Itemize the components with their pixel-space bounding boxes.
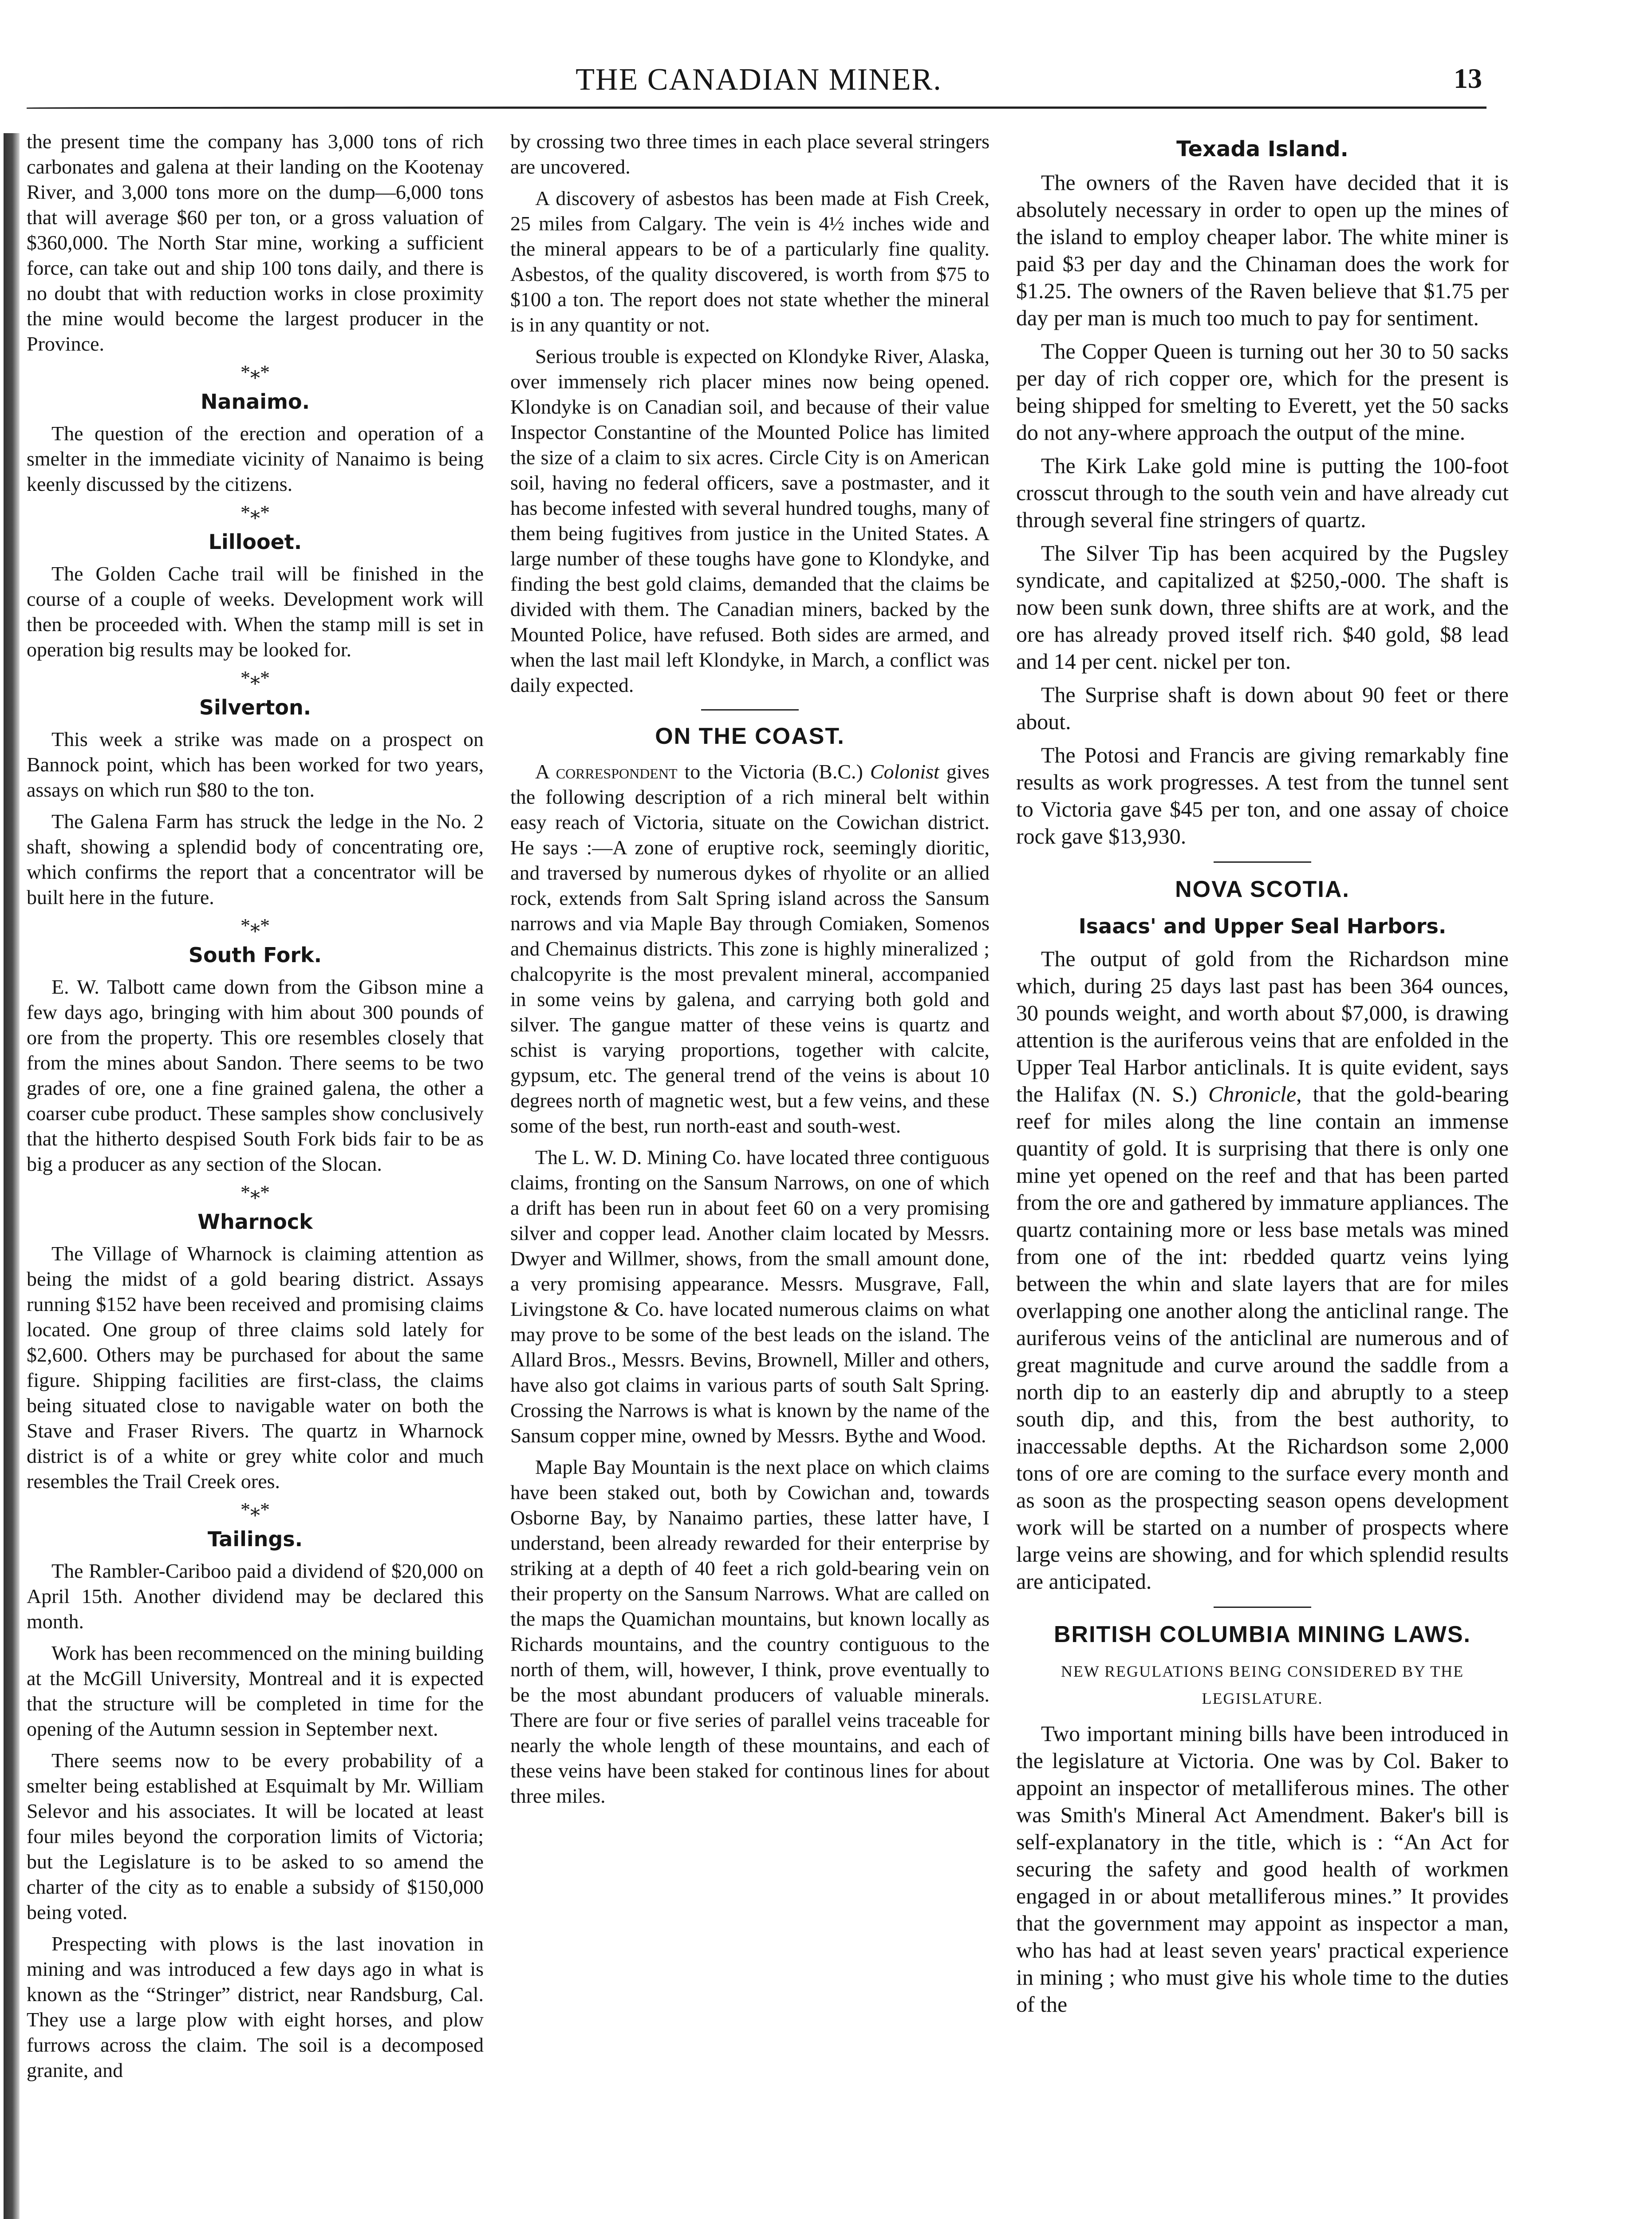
article-paragraph: The owners of the Raven have decided that it is absolutely necessary in order to open up the mines of the island to employ cheaper labor. The white miner is paid $3 per day and the Chinaman does the work for $1.25. The owners of the Raven believe that $1.75 per day per man is much too much to pay for sentiment. (1016, 170, 1509, 330)
section-separator: *⁎* (241, 1181, 270, 1203)
paragraph-text: The output of gold from the Richardson mine which, during 25 days last past has been 364 ounces, 30 pounds weight, and worth about $7,000, is drawing attention is the auriferous veins that are enfolded in the Upper Teal Harbor anticlinals. It is quite evident, says the Halifax (N. S.) (1016, 946, 1509, 1106)
article-paragraph: Two important mining bills have been introduced in the legislature at Victoria. One was by Col. Baker to appoint an inspector of metalliferous mines. The other was Smith's Mineral Act Amendment. Baker's bill is self-explanatory in the title, which is : “An Act for securing the safety and good health of workmen engaged in or about metalliferous mines.” It provides that the government may appoint as inspector a man, who has had at least seven years' practical experience in mining ; who must give his whole time to the duties of the (1016, 1721, 1509, 2017)
article-paragraph: The Surprise shaft is down about 90 feet or there about. (1016, 682, 1509, 734)
column-1 (27, 129, 484, 2218)
binding-edge (4, 133, 20, 2219)
section-heading-lillooet: Lillooet. (208, 530, 302, 554)
section-heading-on-the-coast: ON THE COAST. (655, 723, 845, 749)
article-paragraph: Work has been recommenced on the mining building at the McGill University, Montreal and it is expected that the structure will be completed in time for the opening of the Autumn session in September next. (27, 1642, 484, 1740)
section-heading-south-fork: South Fork. (188, 943, 322, 967)
column-3 (1016, 129, 1509, 2218)
section-heading-nova-scotia: NOVA SCOTIA. (1175, 877, 1350, 902)
paragraph-text: , that the gold-bearing reef for miles along the line contain an immense quantity of gold. It is surprising that there is only one mine yet opened on the reef and that has been parted from the ore and gathered by immature appliances. The quartz containing more or less base metals was mined from one of the int: rbedded quartz veins lying between the whin and slate layers that are for miles overlapping one another along the anticlinal range. The auriferous veins of the anticlinal are numerous and of great magnitude and curve around the saddle from a north dip to an easterly dip and abruptly to a steep south dip, and this, from the best authority, to inaccessable depths. At the Richardson some 2,000 tons of ore are coming to the surface every month and as soon as the prospecting season opens development work will be started on a number of prospects where large veins are showing, and for which splendid results are anticipated. (1016, 1082, 1509, 1594)
article-paragraph: by crossing two three times in each place several stringers are uncovered. (510, 130, 990, 178)
paragraph-text: to the Victoria (B.C.) (677, 760, 870, 783)
article-paragraph: A discovery of asbestos has been made at Fish Creek, 25 miles from Calgary. The vein is 4½ inches wide and the mineral appears to be of a particularly fine quality. Asbestos, of the quality discovered, is worth from $75 to $100 a ton. The report does not state whether the mineral is in any quantity or not. (510, 187, 990, 336)
section-separator: *⁎* (241, 1499, 270, 1520)
section-heading-texada-island: Texada Island. (1176, 137, 1348, 162)
article-paragraph: The Rambler-Cariboo paid a dividend of $20,000 on April 15th. Another dividend may be declared this month. (27, 1560, 484, 1633)
section-separator: *⁎* (241, 915, 270, 936)
article-paragraph: The Copper Queen is turning out her 30 to 50 sacks per day of rich copper ore, which for the present is being shipped for smelting to Everett, yet the 50 sacks do not any-where approach the output of the mine. (1016, 339, 1509, 445)
article-paragraph: The Golden Cache trail will be finished in the course of a couple of weeks. Development work will then be proceeded with. When the stamp mill is set in operation big results may be looked for. (27, 562, 484, 661)
article-paragraph: the present time the company has 3,000 tons of rich carbonates and galena at their landing on the Kootenay River, and 3,000 tons more on the dump—6,000 tons that will average $60 per ton, or a gross valuation of $360,000. The North Star mine, working a sufficient force, can take out and ship 100 tons daily, and there is no doubt that with reduction works in close proximity the mine would become the largest producer in the Province. (27, 130, 484, 355)
article-paragraph (1016, 945, 1509, 1595)
header-rule (27, 107, 1486, 109)
article-paragraph: The question of the erection and operation of a smelter in the immediate vicinity of Nanaimo is being keenly discussed by the citizens. (27, 422, 484, 495)
article-paragraph: The Silver Tip has been acquired by the Pugsley syndicate, and capitalized at $250,-000. The shaft is now been sunk down, three shifts are at work, and the ore has already proved itself rich. $40 gold, $8 lead and 14 per cent. nickel per ton. (1016, 541, 1509, 674)
column-2 (510, 129, 990, 2218)
article-paragraph: Serious trouble is expected on Klondyke River, Alaska, over immensely rich placer mines now being opened. Klondyke is on Canadian soil, and because of their value Inspector Constantine of the Mounted Police has limited the size of a claim to six acres. Circle City is on American soil, having no federal officers, save a postmaster, and it has become infested with several hundred toughs, many of them being fugitives from justice in the United States. A large number of these toughs have gone to Klondyke, and finding the best gold claims, demanded that the claims be divided with them. The Canadian miners, backed by the Mounted Police, have refused. Both sides are armed, and when the last mail left Klondyke, in March, a conflict was daily expected. (510, 345, 990, 696)
article-paragraph (510, 759, 990, 1138)
section-separator: *⁎* (241, 667, 270, 689)
article-paragraph: The Galena Farm has struck the ledge in the No. 2 shaft, showing a splendid body of concentrating ore, which confirms the report that a concentrator will be built here in the future. (27, 810, 484, 908)
page-header (27, 53, 1491, 107)
section-heading-nanaimo: Nanaimo. (200, 390, 310, 414)
section-heading-tailings: Tailings. (207, 1527, 303, 1551)
article-paragraph: E. W. Talbott came down from the Gibson mine a few days ago, bringing with him about 300 pounds of ore from the property. This ore resembles closely that from the mines about Sandon. There seems to be two grades of ore, one a fine grained galena, the other a coarser cube product. These samples show conclusively that the hitherto despised South Fork bids fair to be as big a producer as any section of the Slocan. (27, 975, 484, 1175)
section-divider (1214, 861, 1311, 863)
article-paragraph: There seems now to be every probability of a smelter being established at Esquimalt by Mr. William Selevor and his associates. It will be located at least four miles beyond the corporation limits of Victoria; but the Legislature is to be asked to so amend the charter of the city as to enable a subsidy of $150,000 being voted. (27, 1749, 484, 1923)
newspaper-title: Colonist (870, 760, 939, 783)
section-divider (1214, 1607, 1311, 1608)
section-heading-silverton: Silverton. (199, 695, 311, 719)
publication-title: THE CANADIAN MINER. (576, 63, 942, 97)
subheading-isaacs-harbors: Isaacs' and Upper Seal Harbors. (1078, 914, 1447, 938)
article-paragraph: This week a strike was made on a prospect on Bannock point, which has been worked for two years, assays on which run $80 to the ton. (27, 728, 484, 801)
section-heading-wharnock: Wharnock (197, 1210, 313, 1234)
paragraph-text: gives the following description of a rich mineral belt within easy reach of Victoria, situate on the Cowichan district. He says :—A zone of eruptive rock, seemingly dioritic, and traversed by numerous dykes of rhyolite or an allied rock, extends from Salt Spring island across the Sansum narrows and via Maple Bay through Comiaken, Somenos and Chemainus districts. This zone is highly mineralized ; chalcopyrite is the most prevalent mineral, accompanied in some veins by galena, and carrying both gold and silver. The gangue matter of these veins is quartz and schist is varying proportions, together with calcite, gypsum, etc. The general trend of the veins is about 10 degrees north of magnetic west, but a few veins, and these some of the best, run north-east and south-west. (510, 760, 990, 1137)
section-divider (701, 709, 799, 711)
article-paragraph: The L. W. D. Mining Co. have located three contiguous claims, fronting on the Sansum Narrows, on one of which a drift has been run in about feet 60 on a very promising silver and copper lead. Another claim located by Messrs. Dwyer and Willmer, shows, from the small amount done, a very promising appearance. Messrs. Musgrave, Fall, Livingstone & Co. have located numerous claims on what may prove to be some of the best leads on the island. The Allard Bros., Messrs. Bevins, Brownell, Miller and others, have also got claims in various parts of south Salt Spring. Crossing the Narrows is what is known by the name of the Sansum copper mine, owned by Messrs. Bythe and Wood. (510, 1146, 990, 1447)
page-number: 13 (1454, 63, 1482, 94)
article-paragraph: The Village of Wharnock is claiming attention as being the midst of a gold bearing district. Assays running $152 have been received and promising claims located. One group of three claims sold lately for $2,600. Others may be purchased for about the same figure. Shipping facilities are first-class, the claims being situated close to navigable water on both the Stave and Fraser Rivers. The quartz in Wharnock district is of a white or grey white color and much resembles the Trail Creek ores. (27, 1242, 484, 1492)
section-separator: *⁎* (241, 501, 270, 523)
article-paragraph: Maple Bay Mountain is the next place on which claims have been staked out, both by Cowichan and, towards Osborne Bay, by Nanaimo parties, these latter have, I understand, been already rewarded for their enterprise by striking at a depth of 40 feet a rich gold-bearing vein on their property on the Sansum Narrows. What are called on the maps the Quamichan mountains, but known locally as Richards mountains, and the country contiguous to the north of them, will, however, I think, prove eventually to be the most abundant producers of valuable minerals. There are four or five series of parallel veins traceable for nearly the whole length of these mountains, and each of these veins have been staked for continous lines for about three miles. (510, 1456, 990, 1807)
article-paragraph: The Potosi and Francis are giving remarkably fine results as work progresses. A test from the tunnel sent to Victoria gave $45 per ton, and one assay of choice rock gave $13,930. (1016, 742, 1509, 849)
section-heading-bc-mining-laws: BRITISH COLUMBIA MINING LAWS. (1053, 1622, 1471, 1647)
newspaper-title: Chronicle (1208, 1082, 1297, 1106)
section-subtitle: NEW REGULATIONS BEING CONSIDERED BY THE LEGISLATURE. (1061, 1662, 1464, 1707)
article-paragraph: The Kirk Lake gold mine is putting the 100-foot crosscut through to the south vein and have already cut through several fine stringers of quartz. (1016, 453, 1509, 532)
lead-in-text: A correspondent (535, 760, 678, 783)
section-separator: *⁎* (241, 361, 270, 383)
article-paragraph: Prespecting with plows is the last inovation in mining and was introduced a few days ago in what is known as the “Stringer” district, near Randsburg, Cal. They use a large plow with eight horses, and plow furrows across the claim. The soil is a decomposed granite, and (27, 1932, 484, 2081)
